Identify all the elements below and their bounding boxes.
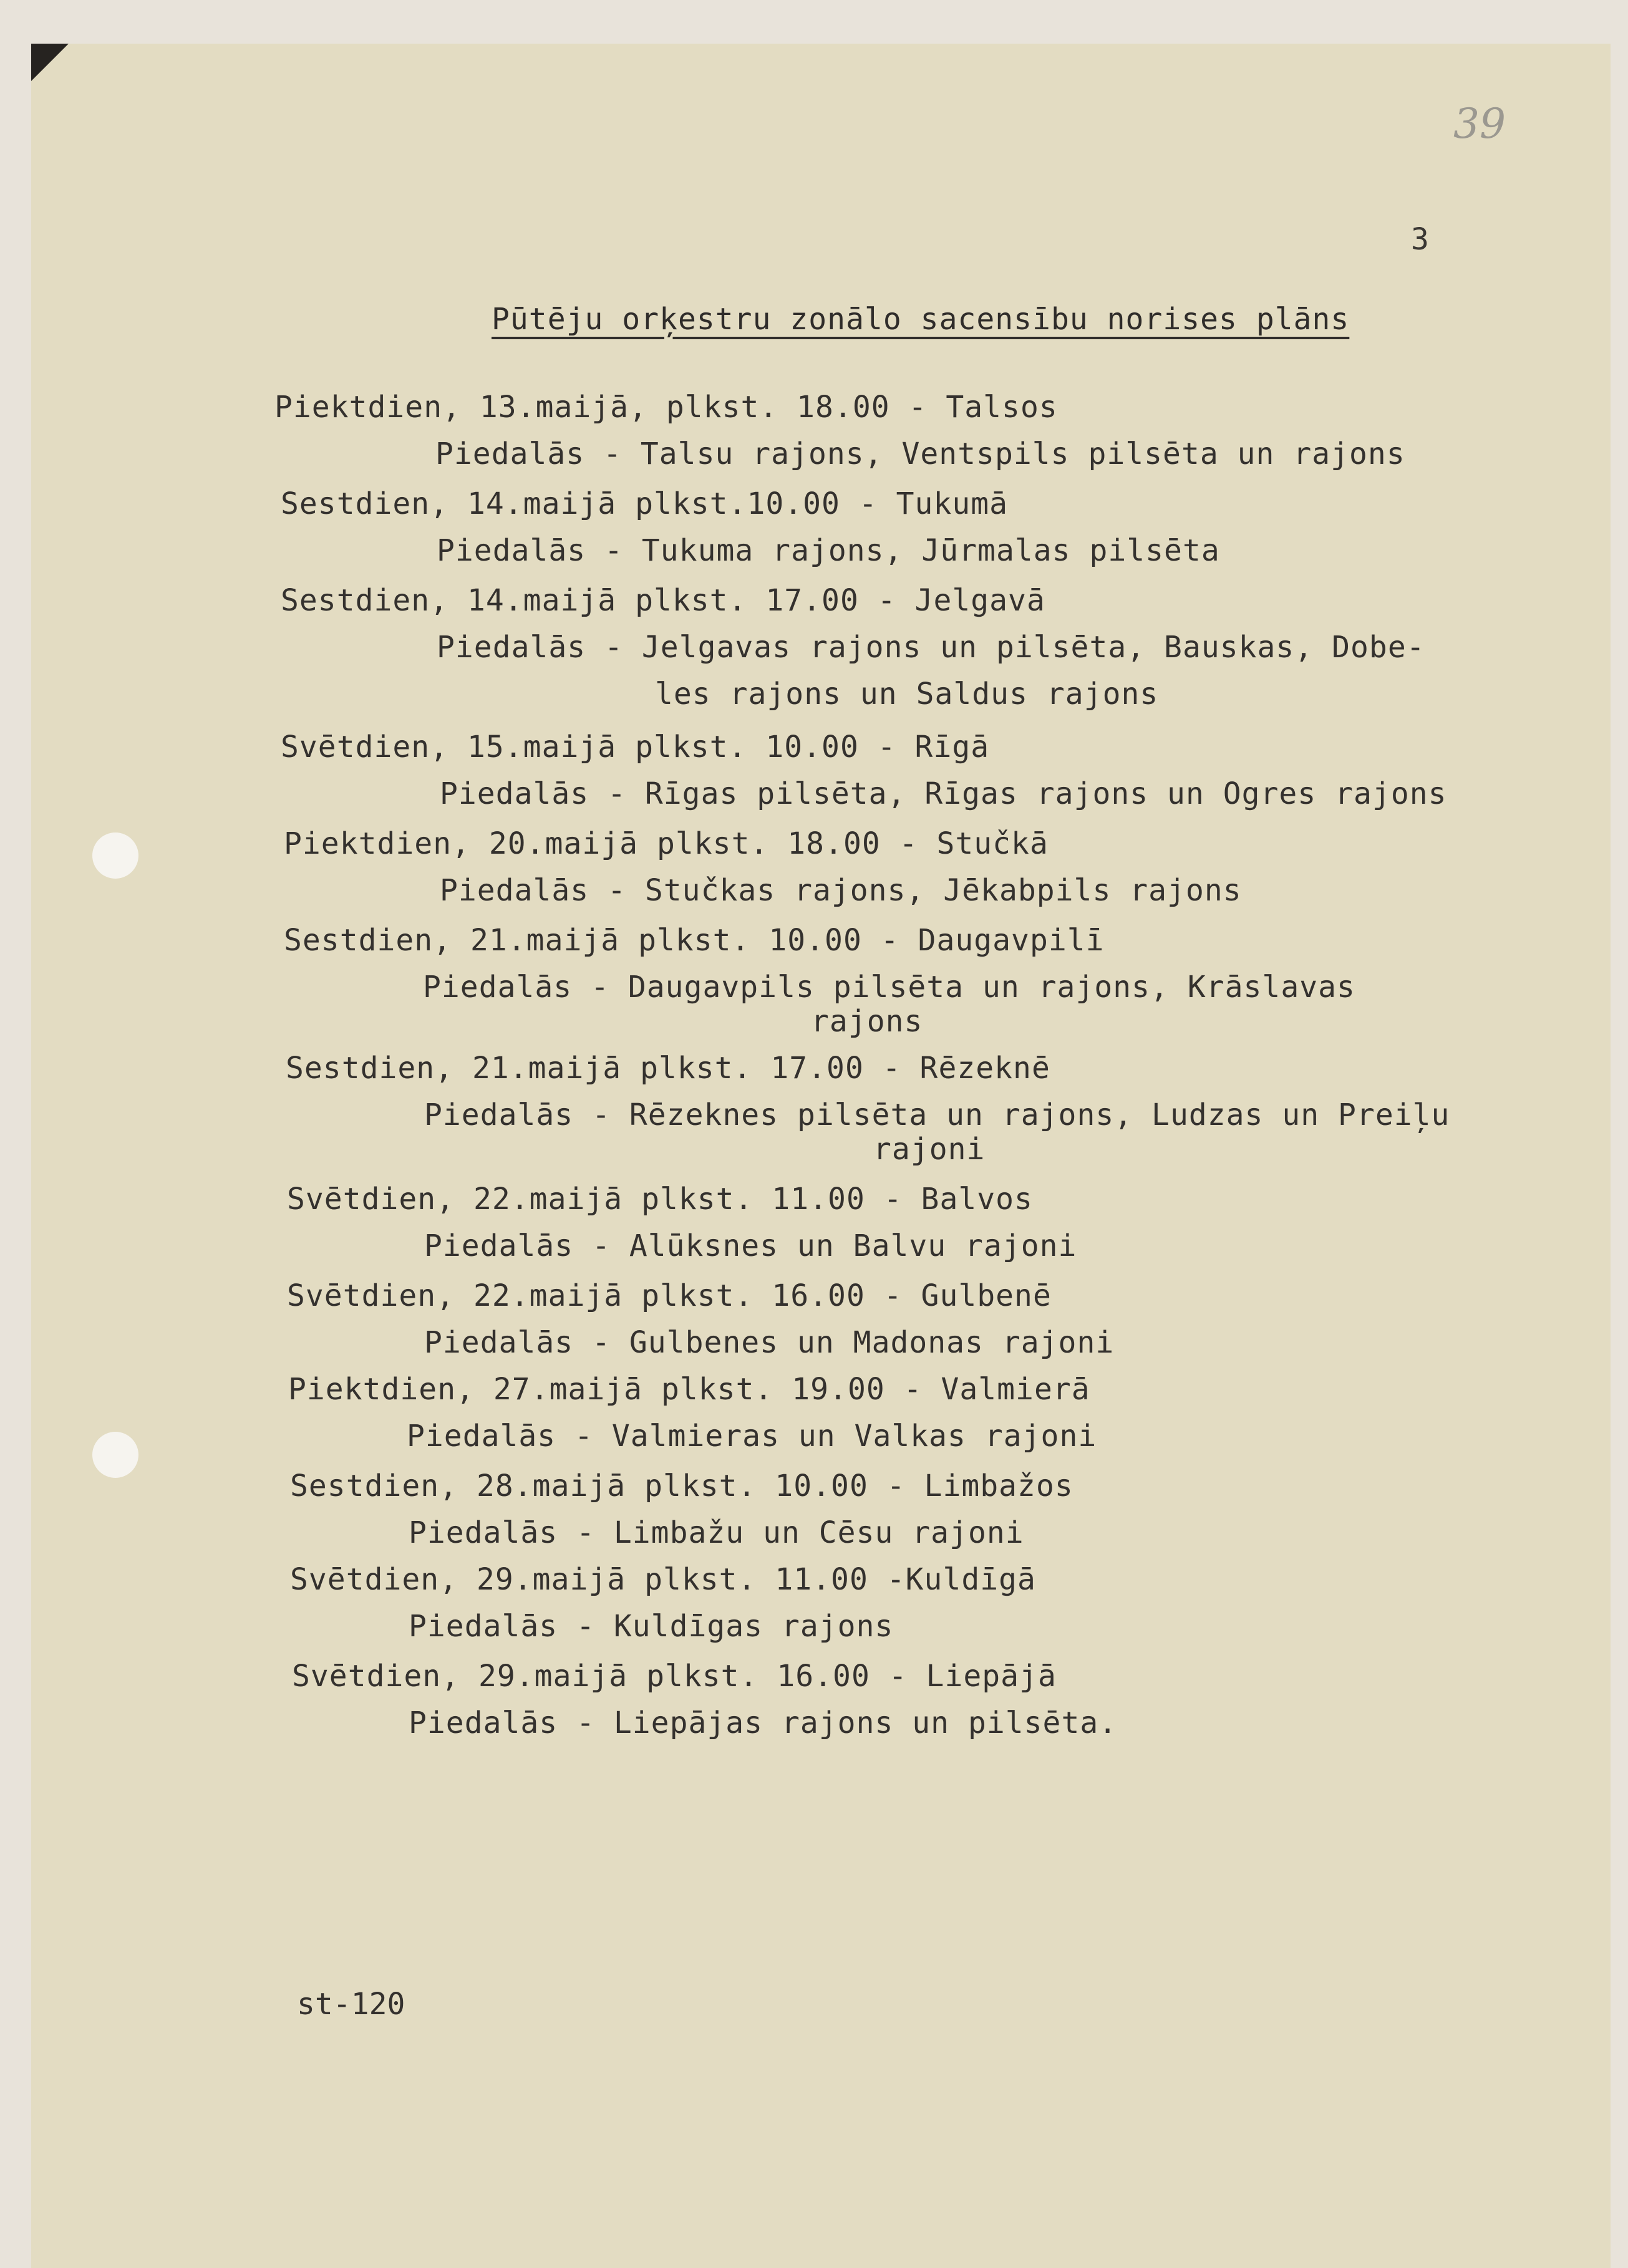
schedule-date-line: Sestdien, 14.maijā plkst. 17.00 - Jelgavā bbox=[281, 583, 1045, 618]
torn-corner bbox=[31, 44, 69, 81]
page-number: 3 bbox=[1411, 222, 1429, 257]
schedule-participants-line: Piedalās - Kuldīgas rajons bbox=[409, 1609, 894, 1644]
schedule-participants-line: Piedalās - Liepājas rajons un pilsēta. bbox=[409, 1706, 1118, 1740]
punch-hole-upper bbox=[92, 832, 138, 879]
schedule-date-line: Sestdien, 14.maijā plkst.10.00 - Tukumā bbox=[281, 486, 1009, 521]
schedule-participants-line: Piedalās - Daugavpils pilsēta un rajons, Krāslavas bbox=[423, 970, 1355, 1005]
schedule-participants-line: Piedalās - Alūksnes un Balvu rajoni bbox=[424, 1228, 1077, 1263]
schedule-participants-continuation: rajoni bbox=[873, 1132, 986, 1167]
schedule-participants-line: Piedalās - Stučkas rajons, Jēkabpils rajons bbox=[440, 873, 1242, 908]
schedule-participants-line: Piedalās - Jelgavas rajons un pilsēta, Bauskas, Dobe- bbox=[437, 630, 1425, 665]
schedule-participants-line: Piedalās - Tukuma rajons, Jūrmalas pilsēta bbox=[437, 533, 1220, 568]
document-code: st-120 bbox=[297, 1987, 405, 2022]
document-title: Pūtēju orķestru zonālo sacensību norises plāns bbox=[492, 302, 1350, 337]
schedule-date-line: Piektdien, 20.maijā plkst. 18.00 - Stučkā bbox=[284, 826, 1049, 861]
schedule-date-line: Sestdien, 21.maijā plkst. 10.00 - Daugavpilī bbox=[284, 923, 1105, 958]
schedule-date-line: Piektdien, 27.maijā plkst. 19.00 - Valmierā bbox=[288, 1372, 1090, 1407]
schedule-date-line: Piektdien, 13.maijā, plkst. 18.00 - Talsos bbox=[274, 390, 1058, 425]
schedule-participants-continuation: les rajons un Saldus rajons bbox=[655, 677, 1159, 712]
schedule-participants-line: Piedalās - Rīgas pilsēta, Rīgas rajons un Ogres rajons bbox=[440, 776, 1447, 811]
schedule-date-line: Svētdien, 22.maijā plkst. 11.00 - Balvos bbox=[287, 1182, 1033, 1217]
schedule-date-line: Svētdien, 15.maijā plkst. 10.00 - Rīgā bbox=[281, 730, 990, 765]
schedule-date-line: Sestdien, 21.maijā plkst. 17.00 - Rēzeknē bbox=[286, 1051, 1050, 1086]
punch-hole-lower bbox=[92, 1432, 138, 1478]
schedule-date-line: Svētdien, 29.maijā plkst. 11.00 -Kuldīgā bbox=[290, 1562, 1036, 1597]
handwritten-folio-number: 39 bbox=[1453, 100, 1506, 148]
schedule-date-line: Svētdien, 22.maijā plkst. 16.00 - Gulbenē bbox=[287, 1278, 1052, 1313]
schedule-participants-line: Piedalās - Limbažu un Cēsu rajoni bbox=[409, 1515, 1024, 1550]
paper-sheet bbox=[31, 44, 1611, 2268]
schedule-date-line: Svētdien, 29.maijā plkst. 16.00 - Liepājā bbox=[292, 1659, 1057, 1694]
schedule-participants-line: Piedalās - Talsu rajons, Ventspils pilsēta un rajons bbox=[435, 437, 1405, 471]
schedule-participants-continuation: rajons bbox=[811, 1004, 923, 1039]
schedule-date-line: Sestdien, 28.maijā plkst. 10.00 - Limbažos bbox=[290, 1469, 1073, 1503]
schedule-participants-line: Piedalās - Rēzeknes pilsēta un rajons, Ludzas un Preiļu bbox=[424, 1098, 1450, 1132]
schedule-participants-line: Piedalās - Gulbenes un Madonas rajoni bbox=[424, 1325, 1115, 1360]
schedule-participants-line: Piedalās - Valmieras un Valkas rajoni bbox=[407, 1419, 1097, 1454]
